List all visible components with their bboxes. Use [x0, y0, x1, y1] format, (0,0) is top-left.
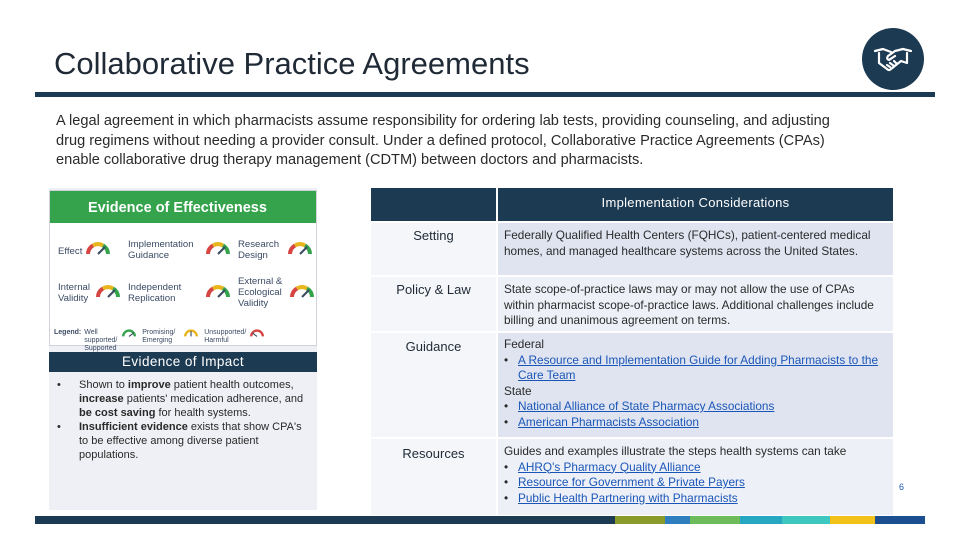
text-run-bold: increase [79, 393, 124, 405]
intro-paragraph: A legal agreement in which pharmacists assume responsibility for ordering lab tests, providing counseling, and adjusting drug regimens without needing a provider consult. Under a defined protocol, Collaborative Practice Agreements (CPAs) enable collaborative drug therapy management (CDTM) between doctors and pharmacists. [56, 113, 830, 168]
row-category: Resources [371, 439, 496, 517]
text-run: for health systems. [155, 407, 251, 419]
footer-bar-segment [665, 516, 690, 524]
page-number: 6 [899, 482, 905, 492]
external-ecological-validity-label: External & Ecological Validity [238, 276, 283, 309]
evidence-effectiveness-card [49, 190, 317, 352]
text-run: patients' medication adherence, and [123, 393, 304, 405]
link-resource-government-private-payers[interactable]: Resource for Government & Private Payers [518, 475, 745, 489]
table-row [371, 277, 893, 333]
table-row [371, 333, 893, 439]
effect-label: Effect [58, 246, 83, 257]
text-run-bold: improve [127, 379, 171, 391]
text-run: exists that show CPA's to be effective among diverse patient populations. [79, 421, 302, 461]
footer-bar-segment [830, 516, 875, 524]
legend-item-supported: Well supported/ Supported [84, 329, 118, 352]
impact-bullet-2 [77, 420, 311, 462]
table-header-label: Implementation Considerations [601, 195, 790, 210]
list-item [504, 460, 887, 476]
footer-bar-segment [740, 516, 782, 524]
text-run: patient health outcomes, [170, 379, 294, 391]
evidence-effectiveness-header: Evidence of Effectiveness [50, 191, 316, 223]
row-description: Federally Qualified Health Centers (FQHCs), patient-centered medical homes, and managed healthcare systems across the United States. [498, 223, 893, 277]
list-item [57, 378, 311, 420]
evidence-impact-header: Evidence of Impact [49, 352, 317, 372]
text-run: Shown to [79, 379, 128, 391]
row-description [498, 439, 893, 517]
row-description [498, 333, 893, 439]
evidence-impact-list [57, 378, 311, 462]
list-item [504, 399, 887, 415]
page-title: Collaborative Practice Agreements [54, 46, 530, 81]
bullet: • [504, 414, 509, 429]
link-pharmacist-care-team-guide[interactable]: A Resource and Implementation Guide for Adding Pharmacists to the Care Team [518, 352, 879, 382]
row-category: Guidance [371, 333, 496, 439]
bullet: • [57, 379, 61, 391]
footer-bar-segment [782, 516, 830, 524]
independent-replication-label: Independent Replication [128, 282, 182, 304]
group-label: Federal [504, 337, 544, 351]
table-row [371, 223, 893, 277]
bullet: • [504, 490, 509, 505]
row-category: Setting [371, 223, 496, 277]
gauge-supported-icon [122, 329, 136, 338]
bullet: • [504, 399, 509, 413]
link-american-pharmacists-association[interactable]: American Pharmacists Association [518, 414, 699, 429]
footer-bar-segment [875, 516, 925, 524]
row-description: State scope-of-practice laws may or may not allow the use of CPAs within pharmacist scope-of-practice laws. Additional challenges include billing and unanimous agreement on terms. [498, 277, 893, 333]
footer-bar-segment [690, 516, 740, 524]
list-item [504, 491, 887, 507]
link-nasp-associations[interactable]: National Alliance of State Pharmacy Associations [518, 399, 775, 413]
legend-title: Legend: [54, 329, 82, 336]
bullet: • [504, 475, 509, 489]
legend-item-harmful: Unsupported/ Harmful [204, 329, 247, 344]
resources-intro: Guides and examples illustrate the steps health systems can take [504, 444, 847, 458]
independent-replication-gauge-icon [206, 285, 230, 299]
list-item [504, 475, 887, 491]
text-run-bold: Insufficient evidence [79, 421, 188, 433]
research-design-gauge-icon [288, 242, 312, 256]
bullet: • [57, 421, 61, 433]
list-item [57, 420, 311, 462]
footer-bar-segment [35, 516, 615, 524]
table-row [371, 439, 893, 517]
bullet: • [504, 459, 509, 474]
implementation-guidance-gauge-icon [206, 242, 230, 256]
internal-validity-label: Internal Validity [58, 282, 90, 304]
link-ahrq-pharmacy-quality-alliance[interactable]: AHRQ's Pharmacy Quality Alliance [518, 459, 701, 474]
legend-item-emerging: Promising/ Emerging [142, 329, 176, 344]
effect-gauge-icon [86, 242, 110, 256]
external-ecological-validity-gauge-icon [290, 285, 314, 299]
research-design-label: Research Design [238, 239, 280, 261]
title-divider [35, 92, 935, 97]
group-label: State [504, 383, 532, 398]
gauge-emerging-icon [184, 329, 198, 338]
text-run-bold: be cost saving [79, 407, 156, 419]
list-item [504, 353, 887, 384]
handshake-icon [862, 28, 924, 90]
link-public-health-partnering[interactable]: Public Health Partnering with Pharmacists [518, 490, 738, 505]
gauge-harmful-icon [250, 329, 264, 338]
table-header [371, 188, 893, 221]
bullet: • [504, 352, 509, 367]
effectiveness-legend [54, 329, 316, 353]
impact-bullet-1 [77, 378, 311, 420]
row-category: Policy & Law [371, 277, 496, 333]
footer-bar-segment [615, 516, 665, 524]
implementation-guidance-label: Implementation Guidance [128, 239, 194, 261]
list-item [504, 415, 887, 431]
internal-validity-gauge-icon [96, 285, 120, 299]
